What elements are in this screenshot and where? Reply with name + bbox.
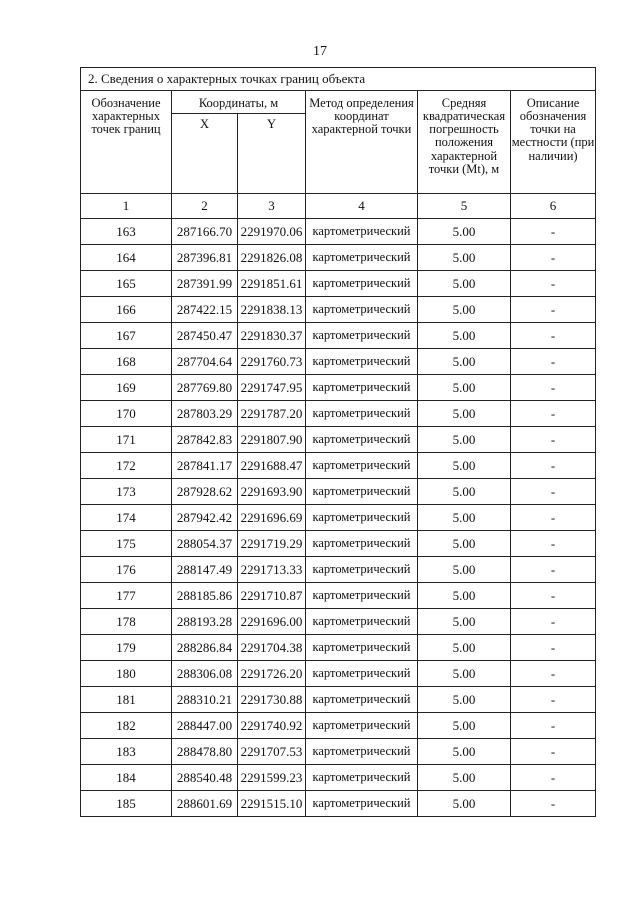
header-point-label: Обозначение характерных точек границ xyxy=(81,91,172,194)
error-cell: 5.00 xyxy=(418,583,511,609)
table-row xyxy=(81,505,596,531)
header-x: X xyxy=(172,114,238,194)
x-coord-cell: 287422.15 xyxy=(172,297,238,323)
section-title: 2. Сведения о характерных точках границ объекта xyxy=(81,68,596,91)
x-coord-cell: 287396.81 xyxy=(172,245,238,271)
description-cell: - xyxy=(511,297,596,323)
description-cell: - xyxy=(511,271,596,297)
error-cell: 5.00 xyxy=(418,453,511,479)
x-coord-cell: 287391.99 xyxy=(172,271,238,297)
y-coord-cell: 2291515.10 xyxy=(238,791,306,817)
method-cell: картометрический xyxy=(306,687,418,713)
method-cell: картометрический xyxy=(306,245,418,271)
column-number: 6 xyxy=(511,194,596,219)
y-coord-cell: 2291726.20 xyxy=(238,661,306,687)
method-cell: картометрический xyxy=(306,557,418,583)
table-row xyxy=(81,219,596,245)
error-cell: 5.00 xyxy=(418,427,511,453)
method-cell: картометрический xyxy=(306,297,418,323)
method-cell: картометрический xyxy=(306,713,418,739)
error-cell: 5.00 xyxy=(418,557,511,583)
error-cell: 5.00 xyxy=(418,297,511,323)
description-cell: - xyxy=(511,557,596,583)
x-coord-cell: 288447.00 xyxy=(172,713,238,739)
point-id-cell: 164 xyxy=(81,245,172,271)
error-cell: 5.00 xyxy=(418,531,511,557)
header-error: Средняя квадратическая погрешность положения характерной точки (Mt), м xyxy=(418,91,511,194)
method-cell: картометрический xyxy=(306,583,418,609)
table-row xyxy=(81,687,596,713)
table-row xyxy=(81,375,596,401)
y-coord-cell: 2291787.20 xyxy=(238,401,306,427)
column-number: 4 xyxy=(306,194,418,219)
table-row xyxy=(81,401,596,427)
error-cell: 5.00 xyxy=(418,609,511,635)
column-number: 5 xyxy=(418,194,511,219)
table-row xyxy=(81,609,596,635)
page-number: 17 xyxy=(313,44,327,59)
table-row xyxy=(81,297,596,323)
description-cell: - xyxy=(511,505,596,531)
point-id-cell: 181 xyxy=(81,687,172,713)
x-coord-cell: 288185.86 xyxy=(172,583,238,609)
boundary-points-table xyxy=(80,67,596,817)
description-cell: - xyxy=(511,609,596,635)
y-coord-cell: 2291707.53 xyxy=(238,739,306,765)
description-cell: - xyxy=(511,635,596,661)
error-cell: 5.00 xyxy=(418,245,511,271)
error-cell: 5.00 xyxy=(418,219,511,245)
x-coord-cell: 288306.08 xyxy=(172,661,238,687)
table-row xyxy=(81,427,596,453)
y-coord-cell: 2291704.38 xyxy=(238,635,306,661)
error-cell: 5.00 xyxy=(418,323,511,349)
error-cell: 5.00 xyxy=(418,401,511,427)
description-cell: - xyxy=(511,349,596,375)
x-coord-cell: 288310.21 xyxy=(172,687,238,713)
method-cell: картометрический xyxy=(306,661,418,687)
method-cell: картометрический xyxy=(306,219,418,245)
point-id-cell: 170 xyxy=(81,401,172,427)
point-id-cell: 178 xyxy=(81,609,172,635)
point-id-cell: 171 xyxy=(81,427,172,453)
point-id-cell: 184 xyxy=(81,765,172,791)
y-coord-cell: 2291719.29 xyxy=(238,531,306,557)
description-cell: - xyxy=(511,375,596,401)
table-row xyxy=(81,349,596,375)
description-cell: - xyxy=(511,765,596,791)
method-cell: картометрический xyxy=(306,609,418,635)
x-coord-cell: 287704.64 xyxy=(172,349,238,375)
method-cell: картометрический xyxy=(306,505,418,531)
table-row xyxy=(81,765,596,791)
method-cell: картометрический xyxy=(306,349,418,375)
error-cell: 5.00 xyxy=(418,635,511,661)
table-row xyxy=(81,557,596,583)
error-cell: 5.00 xyxy=(418,479,511,505)
method-cell: картометрический xyxy=(306,791,418,817)
point-id-cell: 169 xyxy=(81,375,172,401)
error-cell: 5.00 xyxy=(418,765,511,791)
description-cell: - xyxy=(511,661,596,687)
table-row xyxy=(81,453,596,479)
table-row xyxy=(81,583,596,609)
point-id-cell: 167 xyxy=(81,323,172,349)
error-cell: 5.00 xyxy=(418,375,511,401)
description-cell: - xyxy=(511,453,596,479)
description-cell: - xyxy=(511,401,596,427)
table-row xyxy=(81,531,596,557)
column-number: 2 xyxy=(172,194,238,219)
y-coord-cell: 2291851.61 xyxy=(238,271,306,297)
table-row xyxy=(81,323,596,349)
error-cell: 5.00 xyxy=(418,713,511,739)
description-cell: - xyxy=(511,479,596,505)
y-coord-cell: 2291693.90 xyxy=(238,479,306,505)
error-cell: 5.00 xyxy=(418,505,511,531)
method-cell: картометрический xyxy=(306,401,418,427)
y-coord-cell: 2291713.33 xyxy=(238,557,306,583)
description-cell: - xyxy=(511,687,596,713)
y-coord-cell: 2291696.69 xyxy=(238,505,306,531)
header-method: Метод определения координат характерной точки xyxy=(306,91,418,194)
table-row xyxy=(81,791,596,817)
x-coord-cell: 287928.62 xyxy=(172,479,238,505)
y-coord-cell: 2291826.08 xyxy=(238,245,306,271)
header-coordinates: Координаты, м xyxy=(172,91,306,114)
point-id-cell: 176 xyxy=(81,557,172,583)
point-id-cell: 166 xyxy=(81,297,172,323)
y-coord-cell: 2291740.92 xyxy=(238,713,306,739)
description-cell: - xyxy=(511,791,596,817)
description-cell: - xyxy=(511,531,596,557)
point-id-cell: 177 xyxy=(81,583,172,609)
method-cell: картометрический xyxy=(306,531,418,557)
y-coord-cell: 2291747.95 xyxy=(238,375,306,401)
description-cell: - xyxy=(511,583,596,609)
point-id-cell: 182 xyxy=(81,713,172,739)
x-coord-cell: 287842.83 xyxy=(172,427,238,453)
table-row xyxy=(81,635,596,661)
x-coord-cell: 288540.48 xyxy=(172,765,238,791)
method-cell: картометрический xyxy=(306,453,418,479)
point-id-cell: 172 xyxy=(81,453,172,479)
point-id-cell: 175 xyxy=(81,531,172,557)
method-cell: картометрический xyxy=(306,375,418,401)
description-cell: - xyxy=(511,219,596,245)
error-cell: 5.00 xyxy=(418,739,511,765)
y-coord-cell: 2291830.37 xyxy=(238,323,306,349)
method-cell: картометрический xyxy=(306,323,418,349)
point-id-cell: 174 xyxy=(81,505,172,531)
description-cell: - xyxy=(511,245,596,271)
error-cell: 5.00 xyxy=(418,661,511,687)
table-row xyxy=(81,479,596,505)
point-id-cell: 179 xyxy=(81,635,172,661)
column-number-row xyxy=(81,194,596,219)
x-coord-cell: 288147.49 xyxy=(172,557,238,583)
error-cell: 5.00 xyxy=(418,349,511,375)
table-row xyxy=(81,661,596,687)
x-coord-cell: 288054.37 xyxy=(172,531,238,557)
error-cell: 5.00 xyxy=(418,791,511,817)
x-coord-cell: 288286.84 xyxy=(172,635,238,661)
method-cell: картометрический xyxy=(306,739,418,765)
header-description: Описание обозначения точки на местности (при наличии) xyxy=(511,91,596,194)
y-coord-cell: 2291838.13 xyxy=(238,297,306,323)
description-cell: - xyxy=(511,323,596,349)
error-cell: 5.00 xyxy=(418,687,511,713)
method-cell: картометрический xyxy=(306,635,418,661)
x-coord-cell: 287769.80 xyxy=(172,375,238,401)
method-cell: картометрический xyxy=(306,479,418,505)
y-coord-cell: 2291710.87 xyxy=(238,583,306,609)
point-id-cell: 183 xyxy=(81,739,172,765)
column-number: 3 xyxy=(238,194,306,219)
point-id-cell: 165 xyxy=(81,271,172,297)
table-row xyxy=(81,739,596,765)
point-id-cell: 180 xyxy=(81,661,172,687)
x-coord-cell: 287450.47 xyxy=(172,323,238,349)
x-coord-cell: 287166.70 xyxy=(172,219,238,245)
y-coord-cell: 2291970.06 xyxy=(238,219,306,245)
x-coord-cell: 287803.29 xyxy=(172,401,238,427)
point-id-cell: 185 xyxy=(81,791,172,817)
y-coord-cell: 2291688.47 xyxy=(238,453,306,479)
x-coord-cell: 287942.42 xyxy=(172,505,238,531)
y-coord-cell: 2291696.00 xyxy=(238,609,306,635)
x-coord-cell: 287841.17 xyxy=(172,453,238,479)
table-row xyxy=(81,271,596,297)
table-body xyxy=(81,219,596,817)
method-cell: картометрический xyxy=(306,765,418,791)
table-row xyxy=(81,245,596,271)
y-coord-cell: 2291730.88 xyxy=(238,687,306,713)
y-coord-cell: 2291807.90 xyxy=(238,427,306,453)
x-coord-cell: 288601.69 xyxy=(172,791,238,817)
point-id-cell: 168 xyxy=(81,349,172,375)
error-cell: 5.00 xyxy=(418,271,511,297)
x-coord-cell: 288478.80 xyxy=(172,739,238,765)
y-coord-cell: 2291599.23 xyxy=(238,765,306,791)
method-cell: картометрический xyxy=(306,427,418,453)
method-cell: картометрический xyxy=(306,271,418,297)
column-number: 1 xyxy=(81,194,172,219)
point-id-cell: 163 xyxy=(81,219,172,245)
point-id-cell: 173 xyxy=(81,479,172,505)
description-cell: - xyxy=(511,739,596,765)
y-coord-cell: 2291760.73 xyxy=(238,349,306,375)
description-cell: - xyxy=(511,713,596,739)
table-row xyxy=(81,713,596,739)
x-coord-cell: 288193.28 xyxy=(172,609,238,635)
header-y: Y xyxy=(238,114,306,194)
description-cell: - xyxy=(511,427,596,453)
